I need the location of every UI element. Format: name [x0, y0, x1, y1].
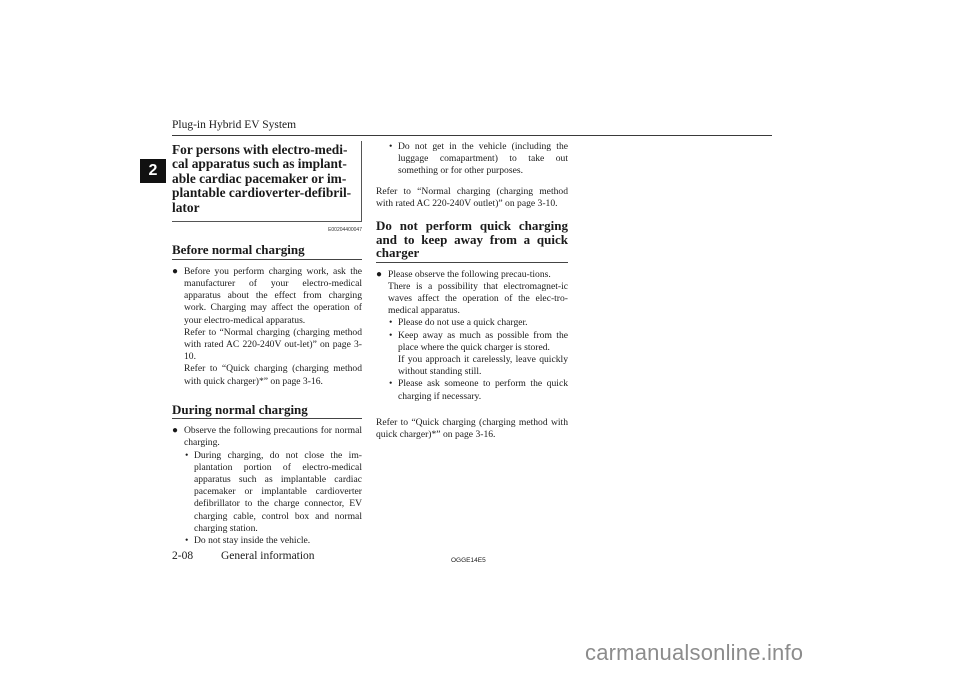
sub-item-text: Keep away as much as possible from the place where the quick charger is stored.	[398, 329, 568, 353]
heading-quick-charging: Do not perform quick charging and to keep away from a quick charger	[376, 219, 568, 263]
sub-item	[388, 378, 568, 402]
page-number: 2-08	[172, 550, 194, 562]
sub-item-text: If you approach it carelessly, leave quickly without standing still.	[398, 353, 568, 378]
sub-item-text: During charging, do not close the im-plantation portion of electro-medical apparatus such as implantable cardiac pacemaker or implantable cardioverter defibrillator to the charge connector, EV charging cable, control box and normal charging station.	[194, 449, 362, 534]
sub-item-text: Please ask someone to perform the quick charging if necessary.	[398, 378, 568, 402]
bullet-text: Observe the following precautions for normal charging.	[184, 425, 362, 449]
reference-quick-charging: Refer to “Quick charging (charging method with quick charger)*” on page 3-16.	[184, 363, 362, 387]
bullet-item	[376, 269, 568, 403]
heading-during-normal-charging: During normal charging	[172, 403, 362, 420]
sub-item-text: Please do not use a quick charger.	[398, 317, 528, 329]
document-code: OGGE14E5	[451, 557, 486, 564]
sub-bullet-icon: •	[389, 141, 393, 152]
sub-bullet-icon: •	[185, 535, 189, 547]
sub-item	[184, 450, 362, 535]
sub-item	[184, 535, 362, 547]
reference-quick-charging: Refer to “Quick charging (charging method with quick charger)*” on page 3-16.	[376, 416, 568, 440]
section-code: E00204400047	[328, 227, 362, 234]
sub-item	[388, 317, 568, 329]
heading-before-normal-charging: Before normal charging	[172, 243, 362, 260]
left-column	[172, 141, 362, 547]
header-rule	[172, 135, 772, 136]
bullet-item	[172, 425, 362, 547]
right-column	[376, 141, 568, 441]
sub-item-continuation	[388, 354, 568, 378]
sub-bullet-icon: •	[389, 317, 393, 329]
bullet-text: Please observe the following precau-tions.	[388, 268, 551, 280]
footer-section-title: General information	[221, 550, 315, 562]
sub-item-text: Do not get in the vehicle (including the luggage comapartment) to take out something or for other purposes.	[398, 141, 568, 177]
reference-normal-charging: Refer to “Normal charging (charging method with rated AC 220-240V outlet)” on page 3-10.	[376, 185, 568, 209]
bullet-icon: ●	[172, 265, 179, 277]
bullet-text-continued: There is a possibility that electromagnet-ic waves affect the operation of the elec-tro-medical apparatus.	[388, 280, 568, 317]
sub-bullet-icon: •	[185, 449, 189, 461]
sub-bullet-icon: •	[389, 378, 393, 390]
chapter-tab: 2	[140, 159, 166, 183]
boxed-section-title: For persons with electro-medi-cal apparatus such as implant-able cardiac pacemaker or im-plantable cardioverter-defibril-lator	[172, 141, 362, 222]
reference-normal-charging: Refer to “Normal charging (charging method with rated AC 220-240V out-let)” on page 3-10.	[184, 326, 362, 363]
bullet-text: Before you perform charging work, ask the manufacturer of your electro-medical apparatus about the effect from charging work. Charging may affect the operation of your electro-medical apparatus.	[184, 265, 362, 326]
bullet-icon: ●	[376, 268, 383, 280]
bullet-item	[172, 266, 362, 388]
running-title: Plug-in Hybrid EV System	[172, 119, 297, 131]
sub-item	[388, 141, 568, 178]
sub-item-text: Do not stay inside the vehicle.	[194, 535, 311, 547]
watermark: carmanualsonline.info	[585, 640, 804, 665]
bullet-icon: ●	[172, 425, 179, 437]
sub-bullet-icon: •	[389, 329, 393, 341]
sub-item	[388, 330, 568, 354]
